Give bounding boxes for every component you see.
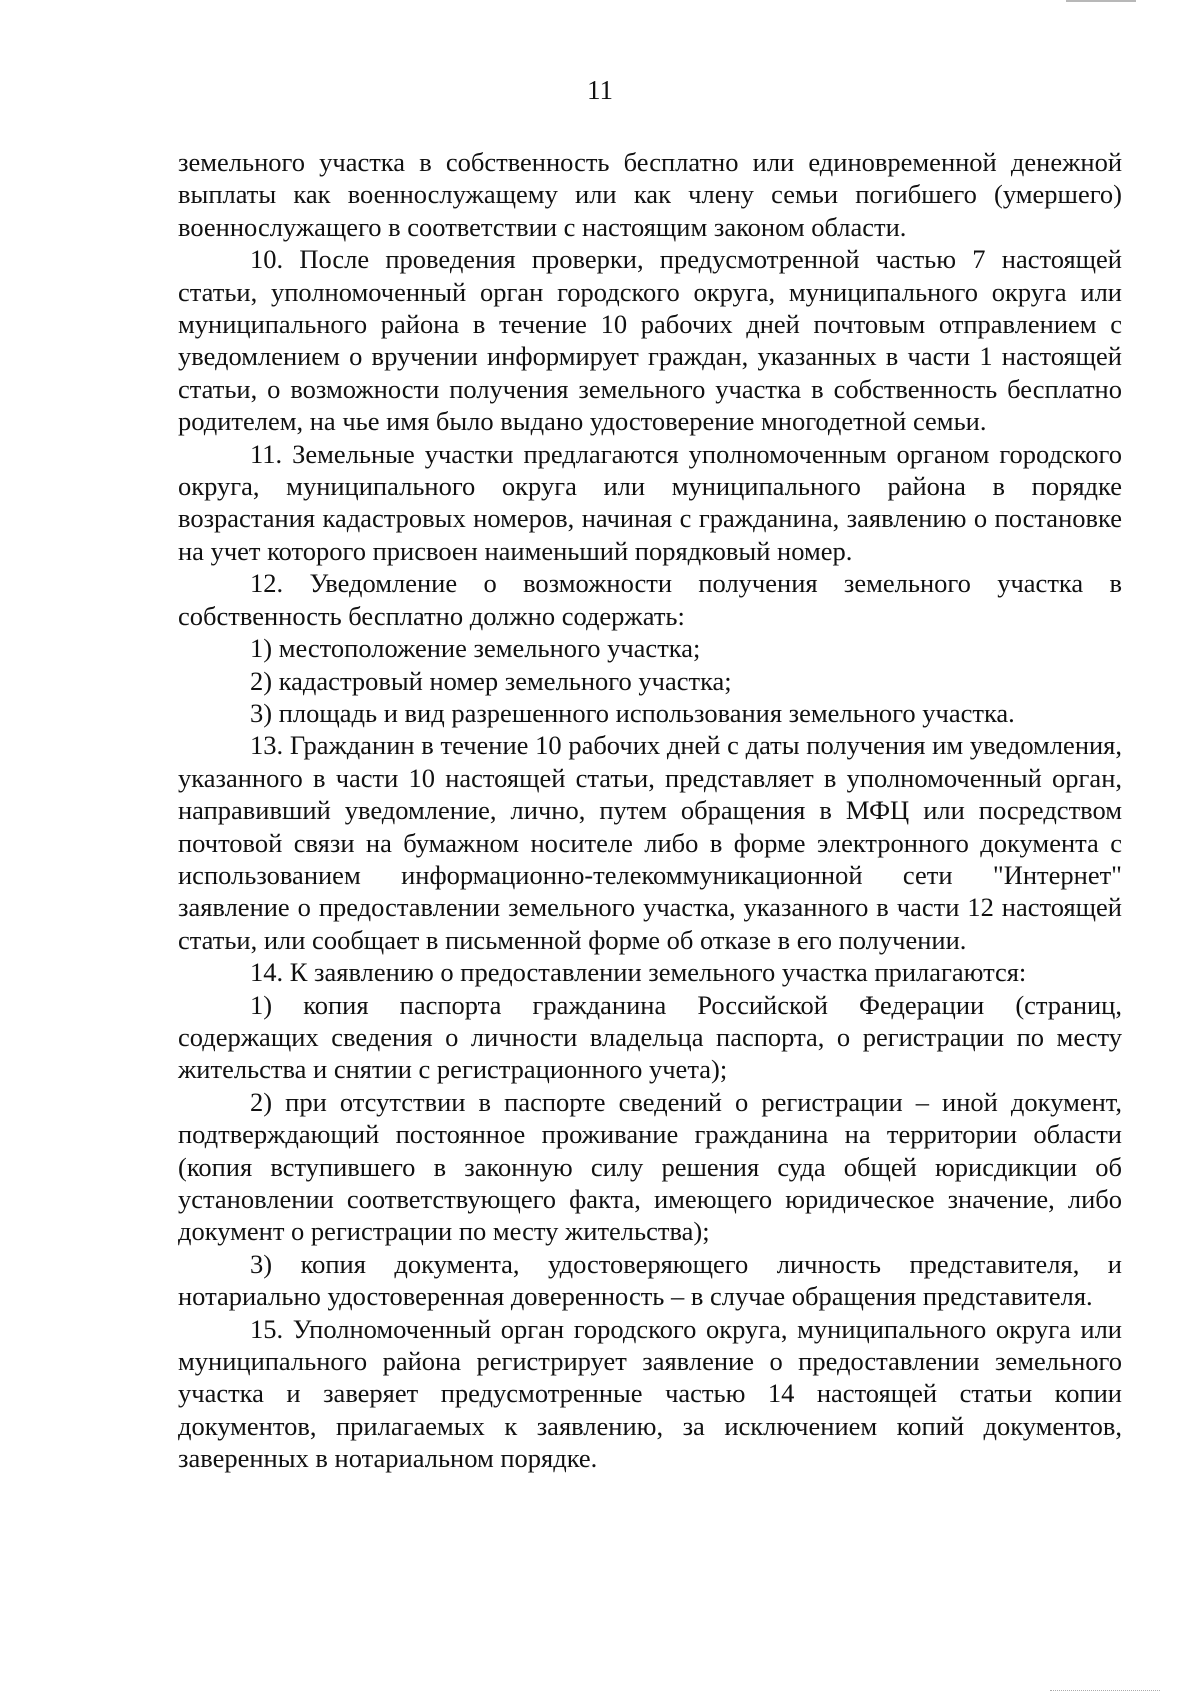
paragraph-13: 13. Гражданин в течение 10 рабочих дней с даты получения им уведомления, указанного в части 10 настоящей статьи, представляет в уполномоченный орган, направивший уведомление, лично, путем обращения в МФЦ или посредством почтовой связи на бумажном носителе либо в форме электронного документа с использованием информационно-телекоммуникационной сети "Интернет" заявление о предоставлении земельного участка, указанного в части 12 настоящей статьи, или сообщает в письменной форме об отказе в его получении. [178,730,1122,955]
page-number: 11 [587,75,613,105]
paragraph-15: 15. Уполномоченный орган городского округа, муниципального округа или муниципального района регистрирует заявление о предоставлении земельного участка и заверяет предусмотренные частью 14 настоящей статьи копии документов, прилагаемых к заявлению, за исключением копий документов, заверенных в нотариальном порядке. [178,1313,1122,1474]
scan-edge-mark-bottom [1050,1680,1160,1691]
paragraph-12-item-2: 2) кадастровый номер земельного участка; [250,665,732,696]
paragraph-11: 11. Земельные участки предлагаются уполномоченным органом городского округа, муниципального округа или муниципального района в порядке возрастания кадастровых номеров, начиная с гражданина, заявлению о постановке на учет которого присвоен наименьший порядковый номер. [178,438,1122,566]
scan-edge-mark [1066,0,1136,8]
paragraph-10: 10. После проведения проверки, предусмотренной частью 7 настоящей статьи, уполномоченный орган городского округа, муниципального округа или муниципального района в течение 10 рабочих дней почтовым отправлением с уведомлением о вручении информирует граждан, указанных в части 1 настоящей статьи, о возможности получения земельного участка в собственность бесплатно родителем, на чье имя было выдано удостоверение многодетной семьи. [178,244,1122,437]
paragraph-12-item-3: 3) площадь и вид разрешенного использования земельного участка. [250,697,1015,728]
paragraph-continuation: земельного участка в собственность бесплатно или единовременной денежной выплаты как военнослужащему или как члену семьи погибшего (умершего) военнослужащего в соответствии с настоящим законом области. [178,147,1122,242]
document-body [178,146,1122,1475]
paragraph-14-item-2: 2) при отсутствии в паспорте сведений о регистрации – иной документ, подтверждающий постоянное проживание гражданина на территории области (копия вступившего в законную силу решения суда общей юрисдикции об установлении соответствующего факта, имеющего юридическое значение, либо документ о регистрации по месту жительства); [178,1086,1122,1247]
paragraph-14-item-1: 1) копия паспорта гражданина Российской Федерации (страниц, содержащих сведения о личности владельца паспорта, о регистрации по месту жительства и снятии с регистрационного учета); [178,989,1122,1085]
paragraph-14: 14. К заявлению о предоставлении земельного участка прилагаются: [250,957,1027,988]
paragraph-12-item-1: 1) местоположение земельного участка; [250,633,701,664]
paragraph-12: 12. Уведомление о возможности получения земельного участка в собственность бесплатно должно содержать: [178,568,1122,631]
paragraph-14-item-3: 3) копия документа, удостоверяющего личность представителя, и нотариально удостоверенная доверенность – в случае обращения представителя. [178,1248,1122,1312]
